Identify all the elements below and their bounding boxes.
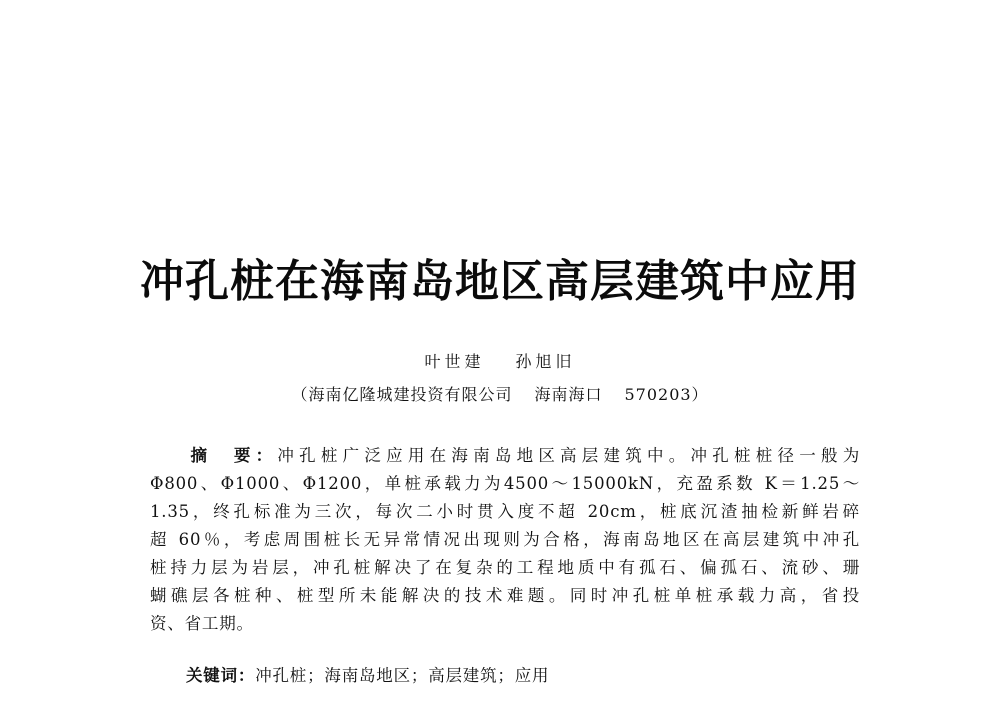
abstract-text: 冲孔桩广泛应用在海南岛地区高层建筑中。冲孔桩桩径一般为	[277, 446, 861, 465]
affiliation-org: （海南亿隆城建投资有限公司	[291, 385, 513, 404]
abstract-line: Φ800、Φ1000、Φ1200，单桩承载力为4500～15000kN，充盈系数 K＝1.25～	[150, 474, 860, 493]
author-name: 孙旭旧	[515, 352, 576, 371]
author-name: 叶世建	[424, 352, 485, 371]
affiliation-postcode: 570203）	[624, 385, 709, 404]
keywords	[186, 664, 549, 688]
abstract-line: 超 60％，考虑周围桩长无异常情况出现则为合格，海南岛地区在高层建筑中冲孔	[150, 530, 860, 549]
abstract	[150, 442, 860, 638]
abstract-line: 蝴礁层各桩种、桩型所未能解决的技术难题。同时冲孔桩单桩承载力高，省投	[150, 586, 860, 605]
abstract-line	[150, 442, 860, 470]
keywords-label: 关键词：	[186, 666, 256, 685]
author-list	[0, 350, 1000, 374]
keywords-text: 冲孔桩；海南岛地区；高层建筑；应用	[255, 666, 550, 685]
abstract-line: 桩持力层为岩层，冲孔桩解决了在复杂的工程地质中有孤石、偏孤石、流砂、珊	[150, 558, 860, 577]
affiliation-location: 海南海口	[534, 385, 603, 404]
abstract-line: 1.35，终孔标准为三次，每次二小时贯入度不超 20cm，桩底沉渣抽检新鲜岩碎	[150, 502, 860, 521]
paper-title: 冲孔桩在海南岛地区高层建筑中应用	[140, 256, 860, 307]
abstract-label: 摘 要：	[186, 446, 278, 465]
affiliation	[0, 383, 1000, 407]
abstract-line: 资、省工期。	[150, 614, 254, 633]
